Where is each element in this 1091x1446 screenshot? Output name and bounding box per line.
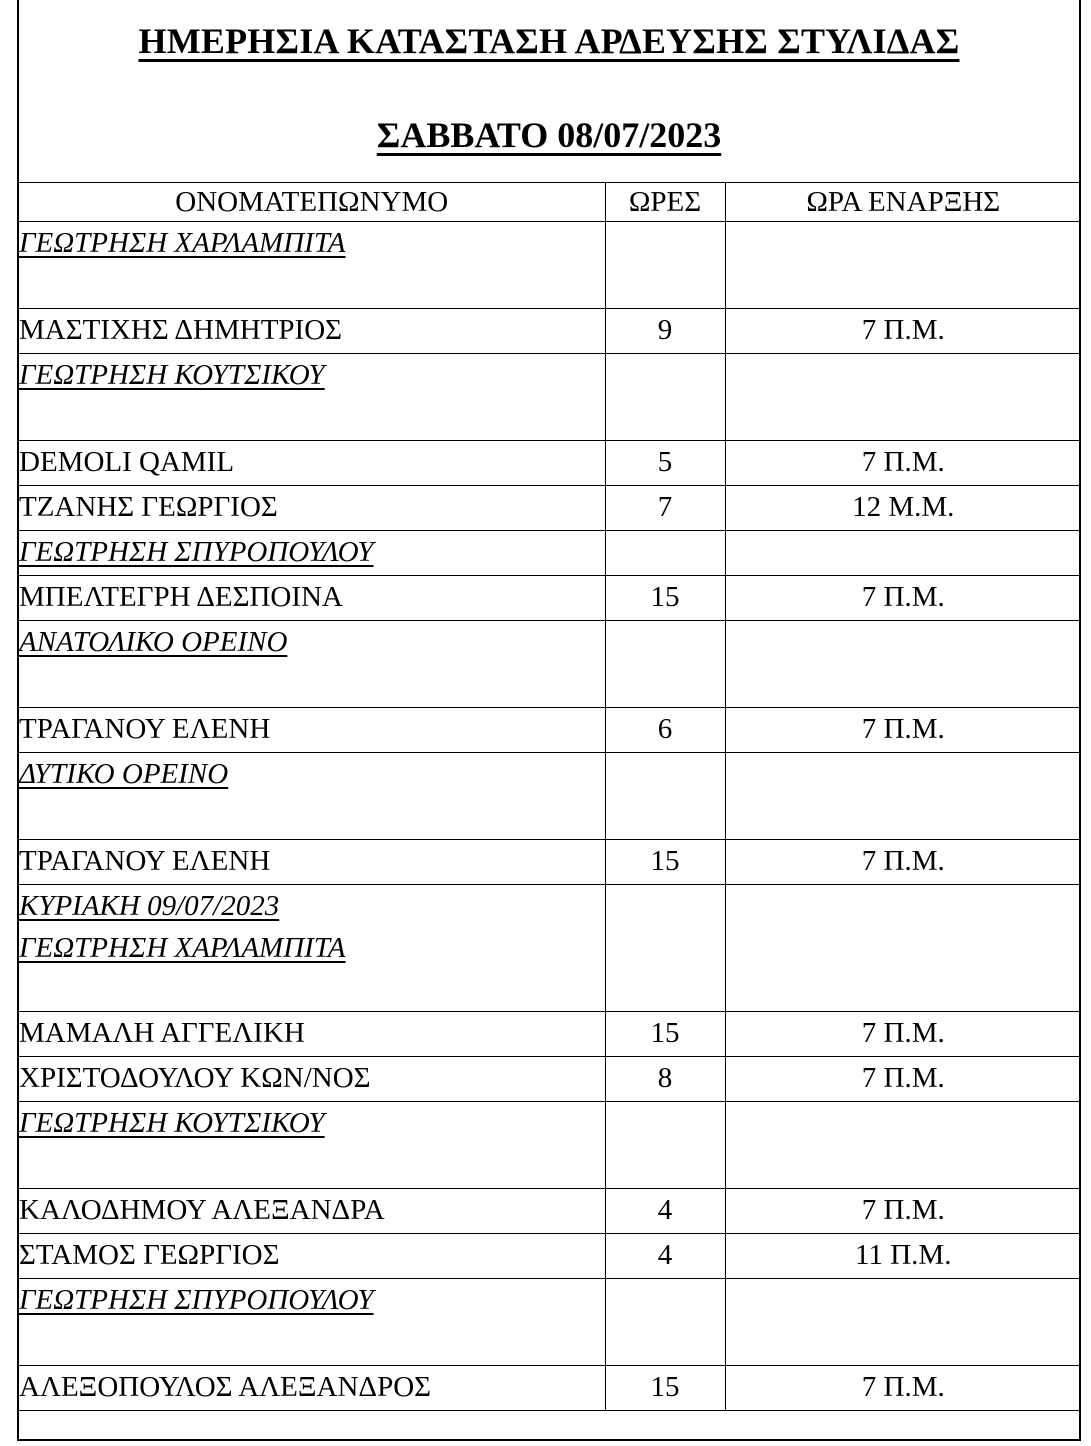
irrigation-schedule-sheet (17, 0, 1081, 1441)
empty-cell (605, 531, 725, 576)
section-row (19, 531, 1081, 576)
table-row (19, 576, 1081, 621)
start-time-value: 7 Π.Μ. (725, 840, 1081, 885)
section-label: ΓΕΩΤΡΗΣΗ ΚΟΥΤΣΙΚΟΥ (19, 1107, 325, 1139)
empty-cell (605, 1279, 725, 1366)
table-row (19, 486, 1081, 531)
empty-cell (605, 354, 725, 441)
section-label-cell (19, 531, 605, 576)
section-row (19, 222, 1081, 309)
start-time-value: 7 Π.Μ. (725, 1012, 1081, 1057)
document-title: ΗΜΕΡΗΣΙΑ ΚΑΤΑΣΤΑΣΗ ΑΡΔΕΥΣΗΣ ΣΤΥΛΙΔΑΣ (138, 21, 960, 61)
hours-value: 6 (605, 708, 725, 753)
hours-value: 4 (605, 1189, 725, 1234)
section-label-cell (19, 621, 605, 708)
hours-value: 15 (605, 1012, 725, 1057)
start-time-value: 7 Π.Μ. (725, 708, 1081, 753)
section-label: ΓΕΩΤΡΗΣΗ ΚΟΥΤΣΙΚΟΥ (19, 359, 325, 391)
schedule-rows (19, 222, 1081, 1411)
section-row (19, 885, 1081, 1012)
empty-cell (725, 222, 1081, 309)
empty-cell (725, 621, 1081, 708)
empty-cell (725, 531, 1081, 576)
start-time-value: 7 Π.Μ. (725, 1189, 1081, 1234)
section-label: ΓΕΩΤΡΗΣΗ ΣΠΥΡΟΠΟΥΛΟΥ (19, 536, 374, 568)
start-time-value: 7 Π.Μ. (725, 1057, 1081, 1102)
person-name: ΣΤΑΜΟΣ ΓΕΩΡΓΙΟΣ (19, 1234, 605, 1279)
person-name: ΑΛΕΞΟΠΟΥΛΟΣ ΑΛΕΞΑΝΔΡΟΣ (19, 1366, 605, 1411)
empty-cell (605, 621, 725, 708)
section-label: ΓΕΩΤΡΗΣΗ ΣΠΥΡΟΠΟΥΛΟΥ (19, 1284, 374, 1316)
section-label: ΓΕΩΤΡΗΣΗ ΧΑΡΛΑΜΠΙΤΑ (19, 227, 346, 259)
hours-value: 15 (605, 1366, 725, 1411)
empty-cell (725, 753, 1081, 840)
hours-value: 5 (605, 441, 725, 486)
empty-cell (725, 1102, 1081, 1189)
section-row (19, 1279, 1081, 1366)
table-row (19, 1057, 1081, 1102)
hours-value: 8 (605, 1057, 725, 1102)
section-row (19, 1102, 1081, 1189)
document-date: ΣΑΒΒΑΤΟ 08/07/2023 (376, 115, 722, 155)
start-time-value: 11 Π.Μ. (725, 1234, 1081, 1279)
hours-value: 15 (605, 840, 725, 885)
table-header-row (19, 183, 1081, 222)
person-name: ΤΡΑΓΑΝΟΥ ΕΛΕΝΗ (19, 840, 605, 885)
person-name: ΜΑΣΤΙΧΗΣ ΔΗΜΗΤΡΙΟΣ (19, 309, 605, 354)
person-name: ΚΑΛΟΔΗΜΟΥ ΑΛΕΞΑΝΔΡΑ (19, 1189, 605, 1234)
person-name: ΧΡΙΣΤΟΔΟΥΛΟΥ ΚΩΝ/ΝΟΣ (19, 1057, 605, 1102)
start-time-value: 7 Π.Μ. (725, 1366, 1081, 1411)
table-row (19, 1366, 1081, 1411)
empty-cell (605, 753, 725, 840)
section-row (19, 753, 1081, 840)
column-header-name: ΟΝΟΜΑΤΕΠΩΝΥΜΟ (19, 183, 605, 222)
person-name: DEMOLI QAMIL (19, 441, 605, 486)
person-name: ΤΖΑΝΗΣ ΓΕΩΡΓΙΟΣ (19, 486, 605, 531)
section-label-cell (19, 1279, 605, 1366)
section-label-cell (19, 222, 605, 309)
section-label: ΔΥΤΙΚΟ ΟΡΕΙΝΟ (19, 758, 229, 790)
table-row (19, 309, 1081, 354)
section-label: ΑΝΑΤΟΛΙΚΟ ΟΡΕΙΝΟ (19, 626, 288, 658)
column-header-start: ΩΡΑ ΕΝΑΡΞΗΣ (725, 183, 1081, 222)
empty-cell (605, 222, 725, 309)
empty-cell (605, 885, 725, 1012)
section-label-cell (19, 753, 605, 840)
hours-value: 4 (605, 1234, 725, 1279)
table-row (19, 441, 1081, 486)
header-box (19, 0, 1079, 183)
hours-value: 15 (605, 576, 725, 621)
start-time-value: 7 Π.Μ. (725, 309, 1081, 354)
table-row (19, 1012, 1081, 1057)
table-row (19, 840, 1081, 885)
table-row (19, 1234, 1081, 1279)
section-row (19, 354, 1081, 441)
section-label: ΚΥΡΙΑΚΗ 09/07/2023 (19, 890, 280, 922)
schedule-table (19, 182, 1081, 1411)
section-sublabel: ΓΕΩΤΡΗΣΗ ΧΑΡΛΑΜΠΙΤΑ (19, 932, 346, 964)
person-name: ΜΑΜΑΛΗ ΑΓΓΕΛΙΚΗ (19, 1012, 605, 1057)
start-time-value: 12 Μ.Μ. (725, 486, 1081, 531)
section-label-cell (19, 885, 605, 1012)
empty-cell (605, 1102, 725, 1189)
empty-cell (725, 354, 1081, 441)
person-name: ΤΡΑΓΑΝΟΥ ΕΛΕΝΗ (19, 708, 605, 753)
start-time-value: 7 Π.Μ. (725, 576, 1081, 621)
empty-cell (725, 1279, 1081, 1366)
section-row (19, 621, 1081, 708)
person-name: ΜΠΕΛΤΕΓΡΗ ΔΕΣΠΟΙΝΑ (19, 576, 605, 621)
start-time-value: 7 Π.Μ. (725, 441, 1081, 486)
table-row (19, 1189, 1081, 1234)
table-row (19, 708, 1081, 753)
hours-value: 9 (605, 309, 725, 354)
section-label-cell (19, 354, 605, 441)
column-header-hours: ΩΡΕΣ (605, 183, 725, 222)
section-label-cell (19, 1102, 605, 1189)
empty-cell (725, 885, 1081, 1012)
hours-value: 7 (605, 486, 725, 531)
